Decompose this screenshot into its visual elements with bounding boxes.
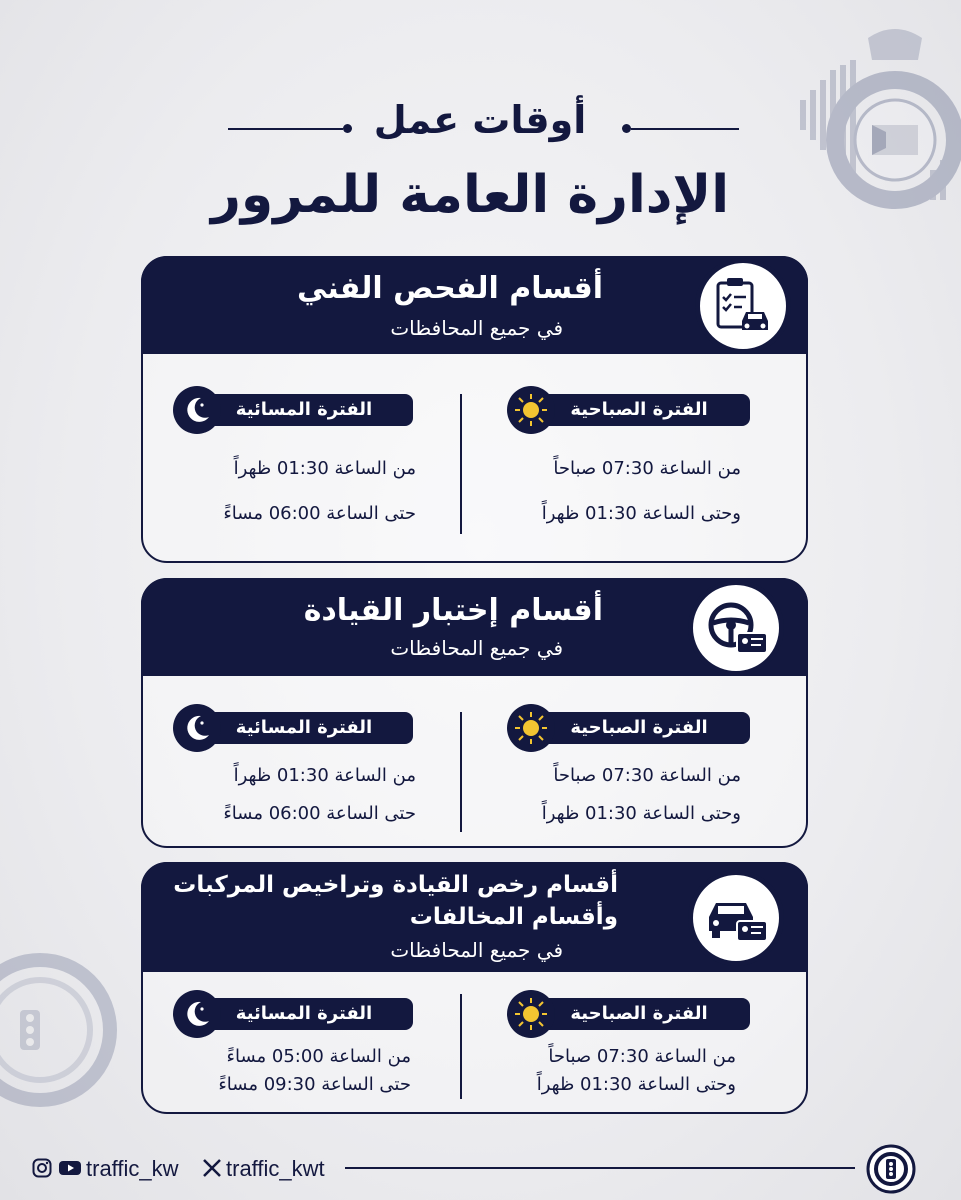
title-dot-left	[343, 124, 352, 133]
morning-period-label: الفترة الصباحية	[528, 394, 750, 426]
morning-from-time: من الساعة 07:30 صباحاً	[553, 765, 741, 786]
section-title-line-1: أقسام رخص القيادة وتراخيص المركبات	[173, 872, 618, 898]
evening-period-label: الفترة المسائية	[195, 998, 413, 1030]
column-divider	[460, 394, 462, 534]
evening-to-time: حتى الساعة 06:00 مساءً	[223, 803, 416, 824]
sun-icon	[507, 386, 555, 434]
sun-icon	[507, 990, 555, 1038]
page-title-line-2: الإدارة العامة للمرور	[210, 165, 730, 225]
section-subtitle: في جميع المحافظات	[390, 636, 563, 660]
morning-from-time: من الساعة 07:30 صباحاً	[548, 1046, 736, 1067]
moon-icon	[173, 386, 221, 434]
footer-handle-1[interactable]: traffic_kw	[86, 1156, 179, 1181]
steering-wheel-license-icon	[688, 580, 784, 676]
page-title-line-1: أوقات عمل	[373, 98, 587, 142]
section-title-line-2: وأقسام المخالفات	[409, 904, 618, 930]
title-dot-right	[622, 124, 631, 133]
youtube-icon[interactable]	[58, 1158, 82, 1178]
morning-from-time: من الساعة 07:30 صباحاً	[553, 458, 741, 479]
section-card-technical-inspection	[141, 256, 808, 563]
title-rule-left	[228, 128, 343, 130]
moon-icon	[173, 990, 221, 1038]
evening-period-label: الفترة المسائية	[195, 394, 413, 426]
section-title: أقسام الفحص الفني	[296, 271, 603, 306]
traffic-affairs-seal	[0, 940, 130, 1110]
section-card-driving-test	[141, 578, 808, 848]
evening-to-time: حتى الساعة 06:00 مساءً	[223, 503, 416, 524]
clipboard-car-icon	[695, 258, 791, 354]
evening-from-time: من الساعة 05:00 مساءً	[226, 1046, 411, 1067]
section-subtitle: في جميع المحافظات	[390, 938, 563, 962]
morning-period-label: الفترة الصباحية	[528, 712, 750, 744]
evening-from-time: من الساعة 01:30 ظهراً	[233, 765, 416, 786]
evening-period-label: الفترة المسائية	[195, 712, 413, 744]
section-subtitle: في جميع المحافظات	[390, 316, 563, 340]
footer-handle-2[interactable]: traffic_kwt	[226, 1156, 325, 1181]
column-divider	[460, 712, 462, 832]
morning-to-time: وحتى الساعة 01:30 ظهراً	[541, 503, 741, 524]
title-rule-right	[631, 128, 739, 130]
car-license-icon	[688, 870, 784, 966]
morning-to-time: وحتى الساعة 01:30 ظهراً	[536, 1074, 736, 1095]
traffic-emblem-icon	[866, 1144, 916, 1194]
evening-from-time: من الساعة 01:30 ظهراً	[233, 458, 416, 479]
morning-period-label: الفترة الصباحية	[528, 998, 750, 1030]
moon-icon	[173, 704, 221, 752]
section-card-licenses-violations	[141, 862, 808, 1114]
evening-to-time: حتى الساعة 09:30 مساءً	[218, 1074, 411, 1095]
morning-to-time: وحتى الساعة 01:30 ظهراً	[541, 803, 741, 824]
x-logo-icon[interactable]	[202, 1158, 222, 1178]
column-divider	[460, 994, 462, 1099]
instagram-icon[interactable]	[32, 1158, 52, 1178]
section-title: أقسام إختبار القيادة	[303, 593, 603, 628]
kuwait-police-seal	[790, 20, 961, 240]
sun-icon	[507, 704, 555, 752]
footer-rule	[345, 1167, 855, 1169]
